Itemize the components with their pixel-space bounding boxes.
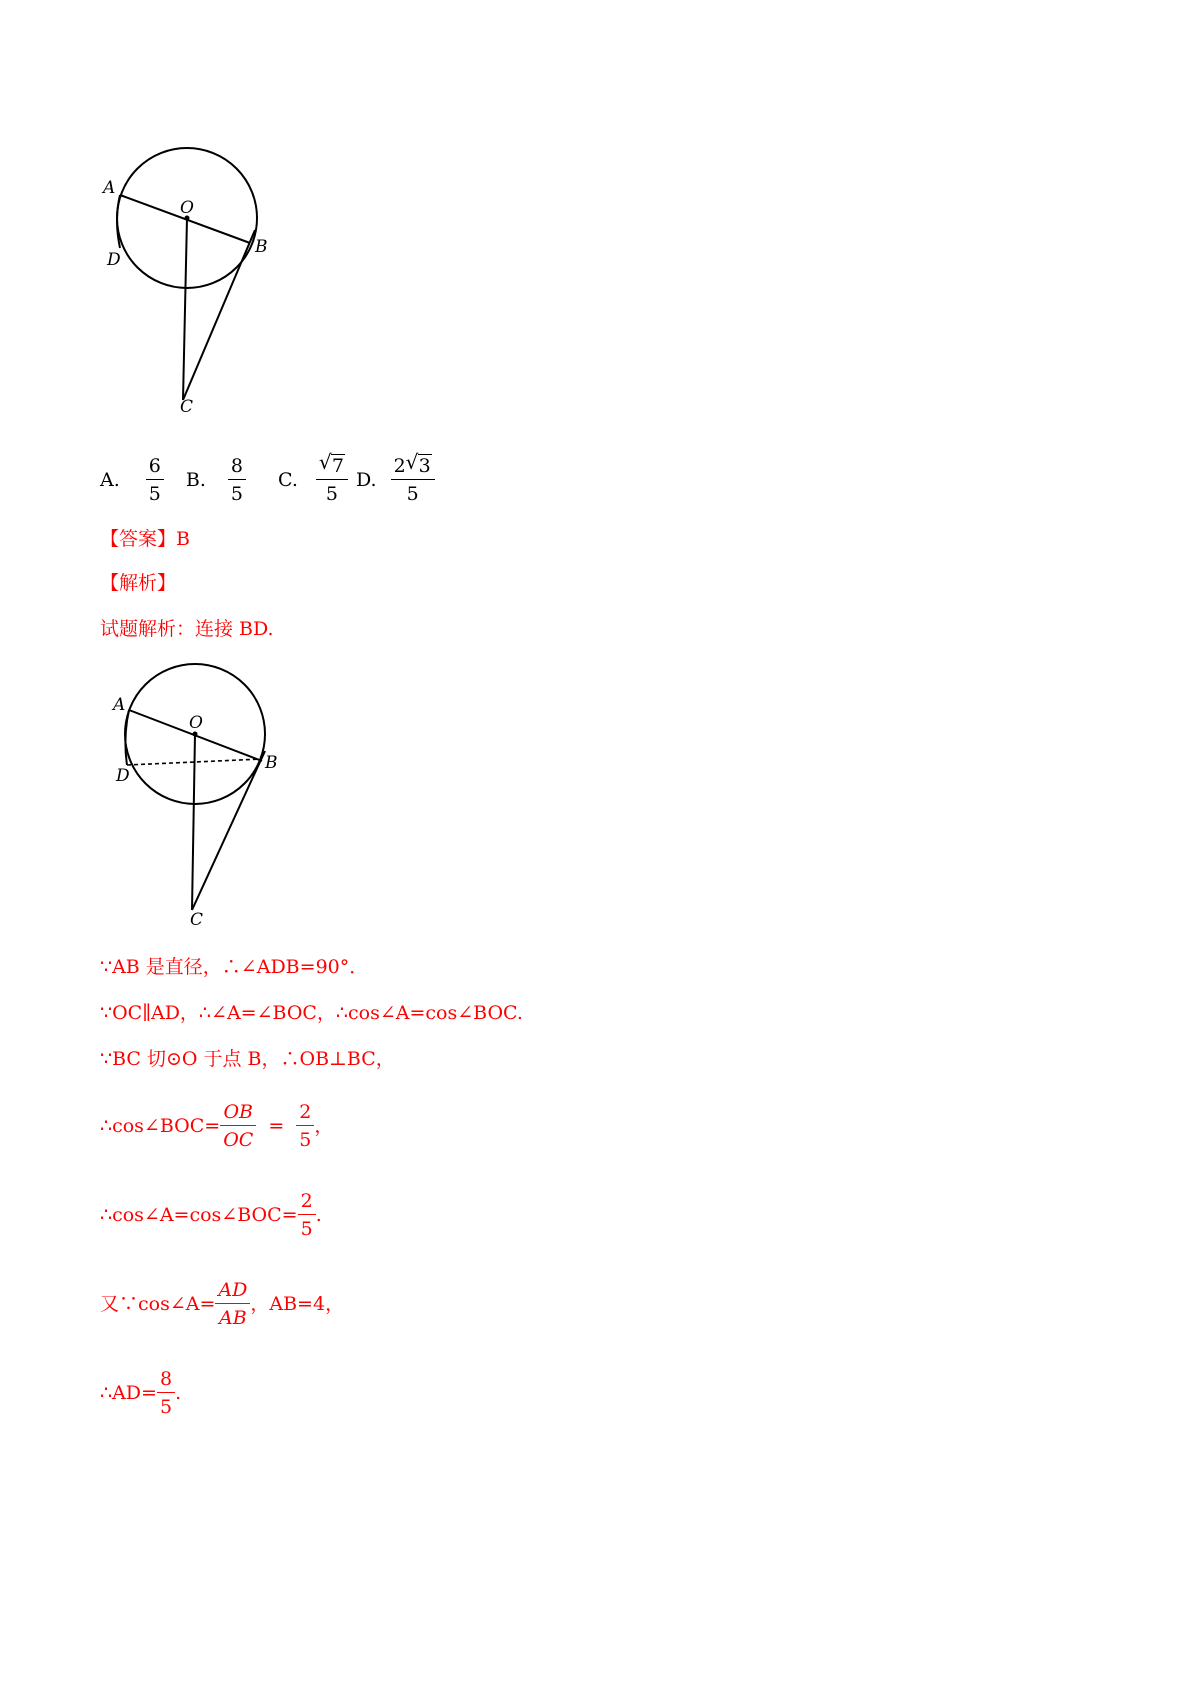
tangent-bc: [183, 230, 255, 400]
step-4-numerator: OB: [220, 1101, 256, 1126]
option-b-fraction: [228, 455, 246, 505]
step-4-equals: =: [268, 1115, 285, 1137]
option-d-letter: D.: [355, 469, 377, 491]
label-o: O: [180, 198, 194, 218]
option-d-numerator: 2 √ 3: [391, 455, 435, 480]
step-6-suffix: ，AB=4，: [250, 1293, 345, 1315]
option-a-denominator: 5: [148, 483, 161, 505]
label-c: C: [180, 397, 194, 417]
option-a-letter: A.: [100, 469, 120, 491]
label-c: C: [190, 910, 204, 930]
step-4-denominator-2: 5: [299, 1129, 312, 1151]
step-5: [100, 1187, 322, 1243]
option-a-fraction: [146, 455, 164, 505]
step-7: [100, 1365, 181, 1421]
option-d-denominator: 5: [406, 483, 419, 505]
step-7-prefix: ∴AD=: [100, 1382, 157, 1404]
step-4-numerator-2: 2: [296, 1101, 314, 1126]
option-d-fraction: [391, 450, 435, 505]
figure-circle-tangent-2: [105, 655, 305, 935]
step-1: ∵AB 是直径，∴∠ADB=90°．: [100, 956, 369, 978]
option-b-letter: B.: [185, 469, 206, 491]
answer-value: B: [176, 528, 190, 550]
step-5-fraction: [298, 1190, 316, 1240]
label-o: O: [189, 713, 203, 733]
answer-label: 【答案】: [100, 528, 177, 550]
option-c-denominator: 5: [325, 483, 338, 505]
step-6-fraction: [215, 1279, 250, 1329]
segment-oc: [192, 734, 195, 910]
sqrt-symbol: √ 3: [405, 450, 431, 477]
analysis-label: 【解析】: [100, 572, 177, 594]
option-a-numerator: 6: [146, 455, 164, 480]
label-d: D: [116, 766, 130, 786]
label-d: D: [107, 250, 121, 270]
step-7-numerator: 8: [157, 1368, 175, 1393]
analysis-intro: 试题解析：连接 BD.: [100, 618, 274, 640]
step-7-suffix: .: [175, 1382, 182, 1404]
step-2: ∵OC∥AD，∴∠A=∠BOC，∴cos∠A=cos∠BOC.: [100, 1002, 523, 1024]
step-7-fraction: [157, 1368, 175, 1418]
option-c-fraction: [316, 450, 348, 505]
step-6: [100, 1276, 344, 1332]
figure-circle-tangent-1: [100, 140, 300, 430]
step-5-numerator: 2: [298, 1190, 316, 1215]
step-7-denominator: 5: [159, 1396, 173, 1418]
step-6-denominator: AB: [219, 1307, 247, 1329]
step-4: [100, 1098, 333, 1154]
step-3: ∵BC 切⊙O 于点 B，∴OB⊥BC，: [100, 1048, 395, 1070]
step-4-denominator: OC: [223, 1129, 254, 1151]
step-5-suffix: .: [315, 1204, 322, 1226]
segment-oc: [183, 218, 187, 400]
options-row: [100, 450, 435, 510]
label-a: A: [103, 178, 116, 198]
label-b: B: [265, 753, 278, 773]
option-b-denominator: 5: [230, 483, 243, 505]
step-6-prefix: 又∵cos∠A=: [100, 1293, 216, 1315]
label-b: B: [255, 237, 268, 257]
option-c-letter: C.: [277, 469, 298, 491]
step-4-fraction-2-5: [296, 1101, 314, 1151]
step-4-suffix: ，: [314, 1115, 334, 1137]
label-a: A: [113, 695, 126, 715]
step-6-numerator: AD: [215, 1279, 250, 1304]
answer-line: [100, 527, 190, 551]
step-5-denominator: 5: [300, 1218, 313, 1240]
step-5-prefix: ∴cos∠A=cos∠BOC=: [100, 1204, 298, 1226]
tangent-bc: [192, 751, 265, 910]
sqrt-symbol: √ 7: [318, 450, 344, 477]
option-b-numerator: 8: [228, 455, 246, 480]
step-4-prefix: ∴cos∠BOC=: [100, 1115, 221, 1137]
option-c-numerator: [316, 450, 348, 480]
step-4-fraction-ob-oc: [220, 1101, 256, 1151]
